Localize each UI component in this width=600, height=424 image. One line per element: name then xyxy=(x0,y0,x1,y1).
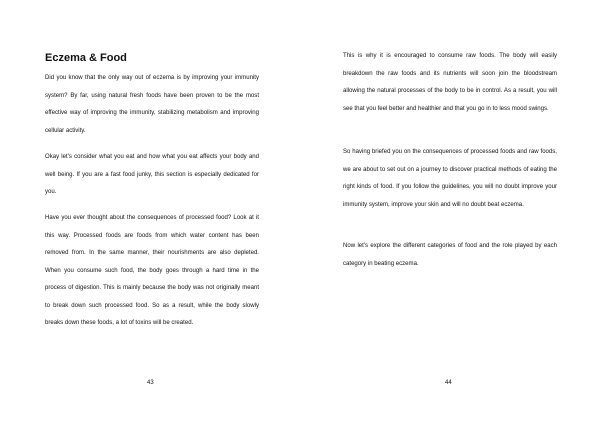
chapter-heading: Eczema & Food xyxy=(45,52,127,64)
page-number: 43 xyxy=(147,380,154,386)
right-paragraph-3: Now let's explore the different categories of food and the role played by each category in beating eczema. xyxy=(343,243,557,267)
right-paragraph-2: So having briefed you on the consequences of processed foods and raw foods, we are about to set out on a journey to discover practical methods of eating the right kinds of food. If you follow the guidelines, you will no doubt improve your immunity system, improve your skin and will no doubt beat eczema. xyxy=(343,149,557,208)
left-paragraph-3: Have you ever thought about the consequences of processed food? Look at it this way. Processed foods are foods from which water content has been removed from. In the same manner, their nourishments are also depleted. When you consume such food, the body goes through a hard time in the process of digestion. This is mainly because the body was not originally meant to break down such processed food. So as a result, while the body slowly breaks down these foods, a lot of toxins will be created. xyxy=(45,215,259,326)
left-paragraph-2: Okay let's consider what you eat and how what you eat affects your body and well being. If you are a fast food junky, this section is especially dedicated for you. xyxy=(45,154,259,195)
right-page xyxy=(300,0,600,424)
left-paragraph-1: Did you know that the only way out of eczema is by improving your immunity system? By far, using natural fresh foods have been proven to be the most effective way of improving the immunity, stabilizing metabolism and improving cellular activity. xyxy=(45,75,259,134)
page-number: 44 xyxy=(445,380,452,386)
right-paragraph-1: This is why it is encouraged to consume raw foods. The body will easily breakdown the raw foods and its nutrients will soon join the bloodstream allowing the natural processes of the body to be in control. As a result, you will see that you feel better and healthier and that you go in to less mood swings. xyxy=(343,53,557,112)
